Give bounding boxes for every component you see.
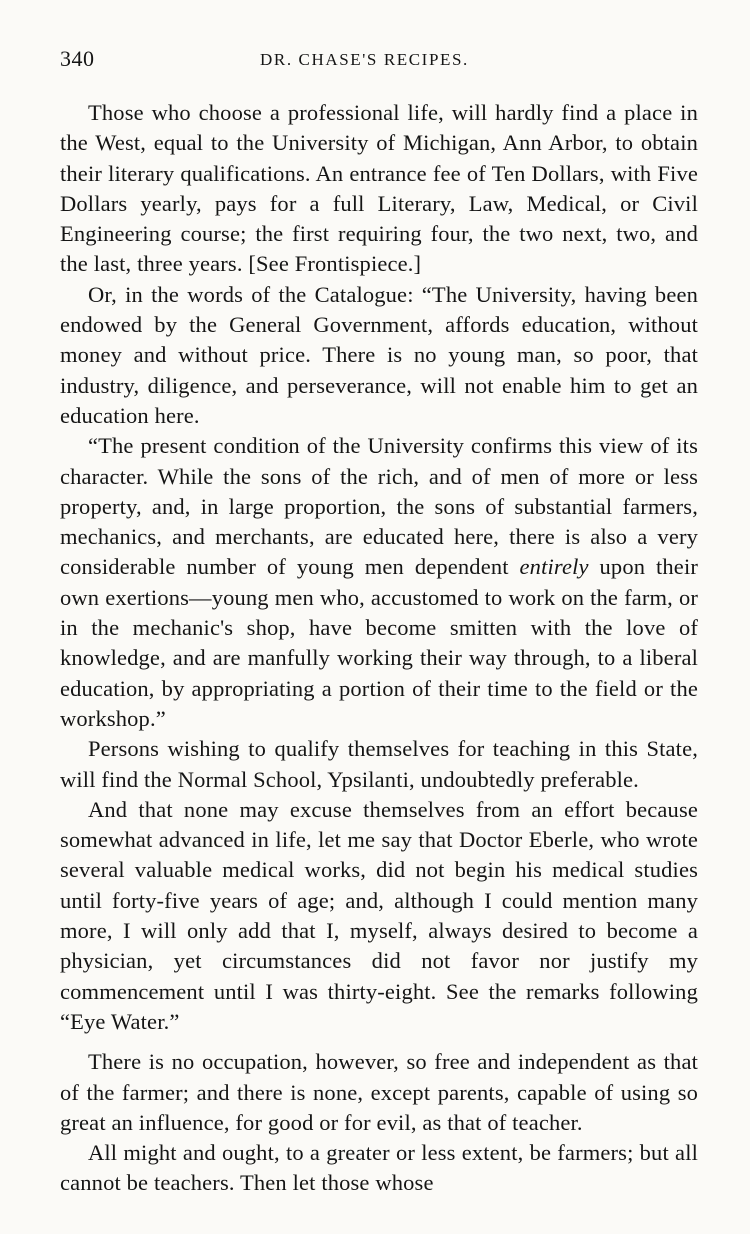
emphasis-entirely: entirely xyxy=(519,554,589,580)
paragraph-present-condition-before: “The present condition of the University confirms this view of its character. While the sons of the rich, and of men of more or less property, and, in large proportion, the sons of substantial farmers, mechanics, and merchants, are educated here, there is also a very considerable number of young men dependent xyxy=(60,433,698,580)
body-text xyxy=(60,98,698,1199)
paragraph-farmer-teacher: There is no occupation, however, so free and independent as that of the farmer; and there is none, except parents, capable of using so great an influence, for good or for evil, as that of teacher. xyxy=(60,1049,698,1135)
paragraph-all-might: All might and ought, to a greater or less extent, be farmers; but all cannot be teachers. Then let those whose xyxy=(60,1140,698,1196)
paragraph-present-condition xyxy=(60,431,698,734)
paragraph-doctor-eberle: And that none may excuse themselves from an effort because somewhat advanced in life, let me say that Doctor Eberle, who wrote several valuable medical works, did not begin his medical studies until forty-five years of age; and, although I could mention many more, I will only add that I, myself, always desired to become a physician, yet circumstances did not favor nor justify my commencement until I was thirty-eight. See the remarks following “Eye Water.” xyxy=(60,796,698,1034)
paragraph-catalogue-quote: Or, in the words of the Catalogue: “The University, having been endowed by the General Government, affords education, without money and without price. There is no young man, so poor, that industry, diligence, and perseverance, will not enable him to get an education here. xyxy=(60,281,698,428)
paragraph-normal-school: Persons wishing to qualify themselves for teaching in this State, will find the Normal School, Ypsilanti, undoubtedly preferable. xyxy=(60,736,698,792)
page-header xyxy=(60,46,700,76)
running-title: DR. CHASE'S RECIPES. xyxy=(260,50,469,69)
page-number: 340 xyxy=(60,46,95,71)
paragraph-university: Those who choose a professional life, will hardly find a place in the West, equal to the University of Michigan, Ann Arbor, to obtain their literary qualifications. An entrance fee of Ten Dollars, with Five Dollars yearly, pays for a full Literary, Law, Medical, or Civil Engineering course; the first requiring four, the two next, two, and the last, three years. [See Frontispiece.] xyxy=(60,100,698,277)
paragraph-present-condition-after: upon their own exertions—young men who, accustomed to work on the farm, or in the mechanic's shop, have become smitten with the love of knowledge, and are manfully working their way through, to a liberal education, by appropriating a portion of their time to the field or the workshop.” xyxy=(60,554,698,731)
